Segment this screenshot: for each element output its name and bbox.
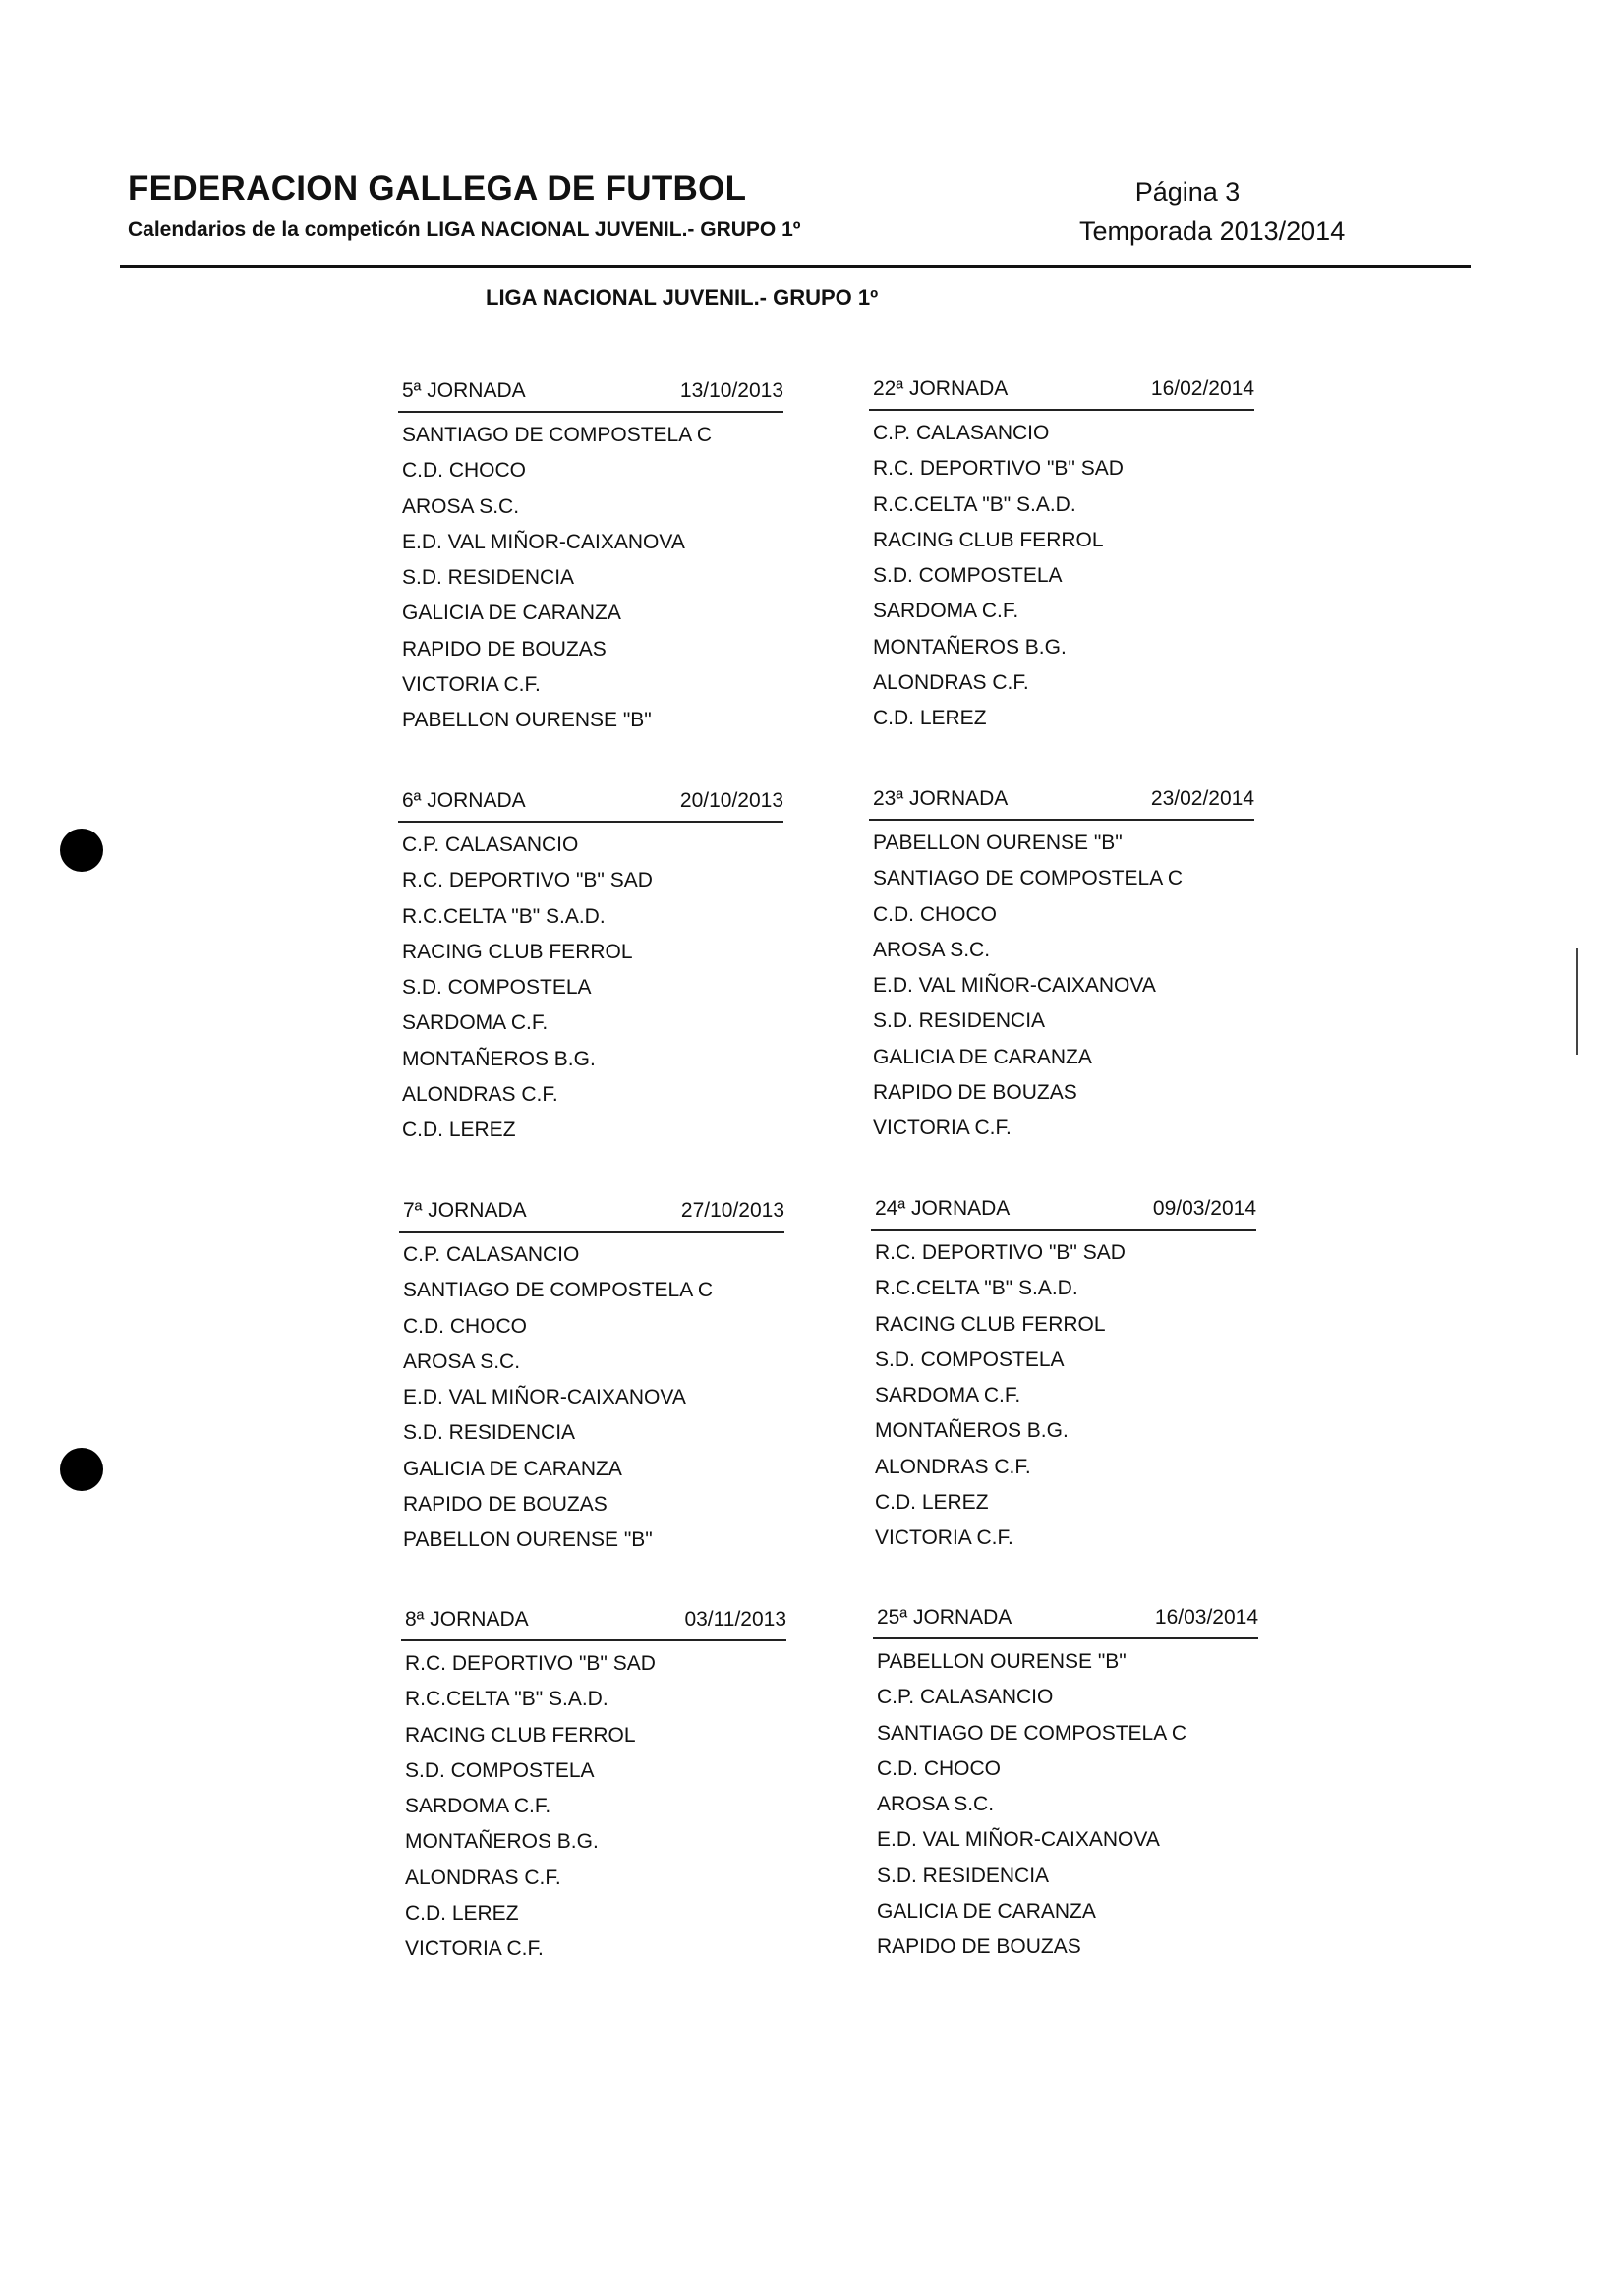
team-name: R.C. DEPORTIVO "B" SAD bbox=[402, 869, 653, 892]
team-name: VICTORIA C.F. bbox=[873, 1117, 1012, 1140]
punch-hole-bottom bbox=[60, 1448, 103, 1491]
team-name: C.D. CHOCO bbox=[402, 459, 526, 483]
round-title: 6ª JORNADA bbox=[402, 789, 526, 812]
round-date: 27/10/2013 bbox=[680, 1199, 784, 1222]
round-header bbox=[401, 1608, 786, 1641]
team-name: PABELLON OURENSE "B" bbox=[402, 709, 652, 732]
team-list bbox=[869, 411, 1254, 740]
team-name: R.C. DEPORTIVO "B" SAD bbox=[875, 1241, 1126, 1264]
team-name: RAPIDO DE BOUZAS bbox=[402, 637, 607, 660]
team-name: SARDOMA C.F. bbox=[875, 1384, 1021, 1407]
team-name: R.C.CELTA "B" S.A.D. bbox=[875, 1277, 1078, 1300]
team-name: AROSA S.C. bbox=[877, 1793, 995, 1816]
team-name: S.D. RESIDENCIA bbox=[873, 1009, 1046, 1033]
team-name: PABELLON OURENSE "B" bbox=[403, 1528, 653, 1552]
team-name: C.D. CHOCO bbox=[873, 902, 997, 926]
round-header bbox=[869, 787, 1254, 821]
team-name: E.D. VAL MIÑOR-CAIXANOVA bbox=[873, 974, 1156, 998]
team-name: MONTAÑEROS B.G. bbox=[405, 1830, 599, 1854]
team-list bbox=[399, 1233, 784, 1562]
organization-title: FEDERACION GALLEGA DE FUTBOL bbox=[128, 169, 747, 207]
round-date: 09/03/2014 bbox=[1152, 1197, 1256, 1220]
team-name: AROSA S.C. bbox=[403, 1349, 521, 1373]
round-title: 25ª JORNADA bbox=[877, 1606, 1012, 1629]
round-header bbox=[399, 1199, 784, 1233]
team-name: S.D. COMPOSTELA bbox=[873, 564, 1063, 588]
round-block bbox=[401, 1608, 786, 1971]
round-header bbox=[869, 377, 1254, 411]
team-name: GALICIA DE CARANZA bbox=[403, 1457, 622, 1480]
team-name: SANTIAGO DE COMPOSTELA C bbox=[403, 1279, 714, 1302]
round-date: 03/11/2013 bbox=[684, 1608, 786, 1631]
team-name: E.D. VAL MIÑOR-CAIXANOVA bbox=[402, 530, 685, 553]
round-title: 23ª JORNADA bbox=[873, 787, 1009, 810]
season-label: Temporada 2013/2014 bbox=[1079, 216, 1346, 246]
round-title: 24ª JORNADA bbox=[875, 1197, 1011, 1220]
team-list bbox=[871, 1231, 1256, 1560]
team-name: C.P. CALASANCIO bbox=[403, 1243, 580, 1266]
team-name: S.D. COMPOSTELA bbox=[875, 1348, 1065, 1371]
team-name: S.D. COMPOSTELA bbox=[405, 1758, 595, 1782]
team-name: SANTIAGO DE COMPOSTELA C bbox=[402, 424, 713, 446]
team-name: C.D. LEREZ bbox=[873, 707, 987, 730]
team-name: R.C.CELTA "B" S.A.D. bbox=[402, 904, 606, 928]
round-block bbox=[398, 379, 783, 742]
team-name: GALICIA DE CARANZA bbox=[873, 1045, 1092, 1068]
round-header bbox=[871, 1197, 1256, 1231]
team-name: RAPIDO DE BOUZAS bbox=[877, 1935, 1081, 1959]
round-title: 8ª JORNADA bbox=[405, 1608, 529, 1631]
team-name: C.P. CALASANCIO bbox=[873, 422, 1050, 444]
team-name: R.C. DEPORTIVO "B" SAD bbox=[405, 1652, 656, 1675]
team-list bbox=[398, 823, 783, 1152]
team-name: ALONDRAS C.F. bbox=[402, 1083, 558, 1107]
round-block bbox=[399, 1199, 784, 1562]
team-name: SANTIAGO DE COMPOSTELA C bbox=[873, 867, 1184, 890]
team-name: C.P. CALASANCIO bbox=[402, 833, 579, 856]
round-date: 20/10/2013 bbox=[679, 789, 783, 812]
team-name: ALONDRAS C.F. bbox=[405, 1866, 561, 1889]
round-title: 5ª JORNADA bbox=[402, 379, 526, 402]
team-list bbox=[401, 1641, 786, 1971]
team-name: RAPIDO DE BOUZAS bbox=[873, 1081, 1077, 1105]
team-name: SARDOMA C.F. bbox=[405, 1795, 551, 1818]
team-name: RACING CLUB FERROL bbox=[875, 1312, 1106, 1336]
round-title: 7ª JORNADA bbox=[403, 1199, 527, 1222]
round-block bbox=[871, 1197, 1256, 1560]
team-name: AROSA S.C. bbox=[873, 938, 991, 961]
round-block bbox=[869, 787, 1254, 1150]
team-name: R.C.CELTA "B" S.A.D. bbox=[405, 1688, 608, 1711]
team-name: R.C. DEPORTIVO "B" SAD bbox=[873, 457, 1124, 481]
round-header bbox=[398, 789, 783, 823]
team-name: RAPIDO DE BOUZAS bbox=[403, 1493, 608, 1517]
team-name: RACING CLUB FERROL bbox=[873, 528, 1104, 551]
scan-edge-mark bbox=[1576, 948, 1578, 1055]
team-name: PABELLON OURENSE "B" bbox=[873, 832, 1123, 854]
team-name: S.D. RESIDENCIA bbox=[402, 566, 575, 590]
team-name: ALONDRAS C.F. bbox=[875, 1455, 1031, 1478]
round-header bbox=[873, 1606, 1258, 1639]
competition-subtitle: Calendarios de la competicón LIGA NACIONAL JUVENIL.- GRUPO 1º bbox=[128, 218, 801, 241]
round-title: 22ª JORNADA bbox=[873, 377, 1009, 400]
team-name: RACING CLUB FERROL bbox=[405, 1723, 636, 1747]
round-block bbox=[398, 789, 783, 1152]
round-date: 23/02/2014 bbox=[1150, 787, 1254, 810]
team-name: R.C.CELTA "B" S.A.D. bbox=[873, 492, 1076, 516]
team-name: ALONDRAS C.F. bbox=[873, 671, 1029, 695]
team-name: RACING CLUB FERROL bbox=[402, 940, 633, 963]
group-title: LIGA NACIONAL JUVENIL.- GRUPO 1º bbox=[486, 285, 879, 310]
team-name: VICTORIA C.F. bbox=[402, 673, 541, 697]
header-divider bbox=[120, 265, 1471, 268]
team-name: AROSA S.C. bbox=[402, 494, 520, 518]
team-name: S.D. RESIDENCIA bbox=[877, 1864, 1050, 1887]
team-name: VICTORIA C.F. bbox=[875, 1526, 1013, 1550]
team-name: C.D. LEREZ bbox=[405, 1902, 519, 1925]
page-number: Página 3 bbox=[1134, 177, 1241, 206]
team-name: MONTAÑEROS B.G. bbox=[402, 1047, 596, 1070]
team-name: C.P. CALASANCIO bbox=[877, 1686, 1054, 1709]
team-name: S.D. RESIDENCIA bbox=[403, 1421, 576, 1445]
team-name: E.D. VAL MIÑOR-CAIXANOVA bbox=[877, 1828, 1160, 1852]
team-name: C.D. LEREZ bbox=[875, 1491, 989, 1515]
team-list bbox=[869, 821, 1254, 1150]
round-header bbox=[398, 379, 783, 413]
team-name: C.D. CHOCO bbox=[877, 1756, 1001, 1780]
team-name: E.D. VAL MIÑOR-CAIXANOVA bbox=[403, 1386, 686, 1409]
team-name: GALICIA DE CARANZA bbox=[402, 602, 621, 625]
round-date: 13/10/2013 bbox=[679, 379, 783, 402]
team-name: MONTAÑEROS B.G. bbox=[873, 635, 1067, 659]
team-name: C.D. CHOCO bbox=[403, 1314, 527, 1338]
team-name: C.D. LEREZ bbox=[402, 1119, 516, 1142]
team-name: MONTAÑEROS B.G. bbox=[875, 1419, 1069, 1443]
team-name: VICTORIA C.F. bbox=[405, 1937, 544, 1961]
team-list bbox=[873, 1639, 1258, 1969]
punch-hole-top bbox=[60, 829, 103, 872]
team-name: SARDOMA C.F. bbox=[873, 600, 1019, 623]
round-date: 16/03/2014 bbox=[1154, 1606, 1258, 1629]
team-name: SANTIAGO DE COMPOSTELA C bbox=[877, 1721, 1187, 1745]
team-name: SARDOMA C.F. bbox=[402, 1011, 549, 1035]
round-block bbox=[869, 377, 1254, 740]
team-name: GALICIA DE CARANZA bbox=[877, 1900, 1096, 1923]
round-date: 16/02/2014 bbox=[1150, 377, 1254, 400]
team-name: PABELLON OURENSE "B" bbox=[877, 1650, 1127, 1673]
team-name: S.D. COMPOSTELA bbox=[402, 976, 592, 1000]
team-list bbox=[398, 413, 783, 742]
round-block bbox=[873, 1606, 1258, 1969]
